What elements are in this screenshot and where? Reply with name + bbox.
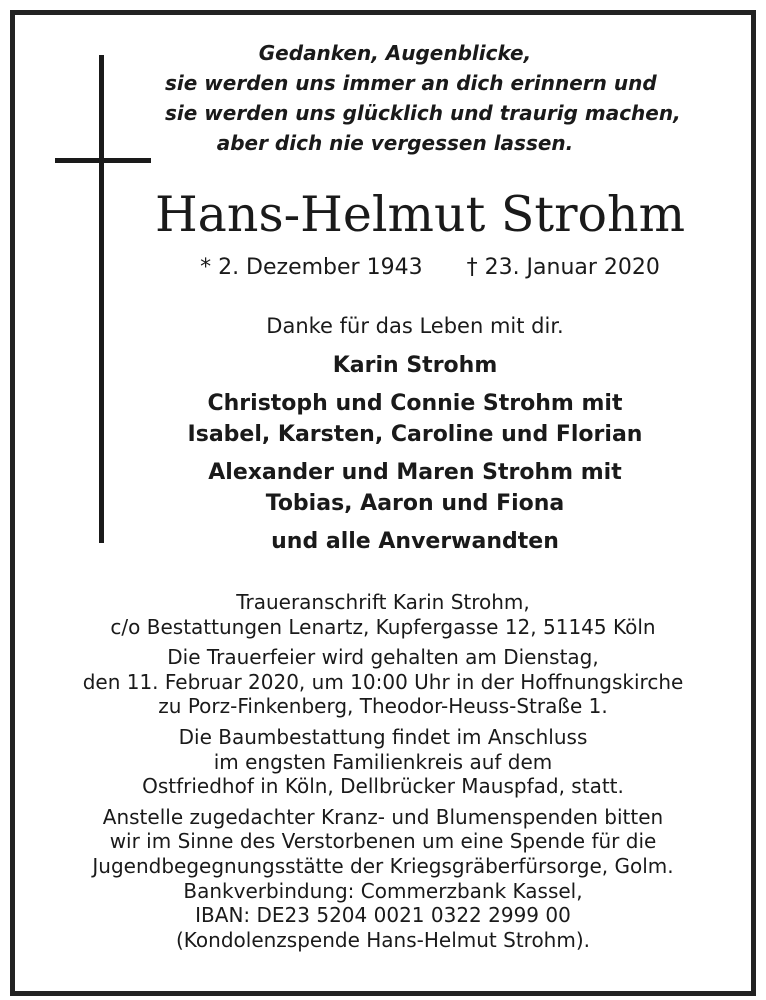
obituary-frame [10,10,756,996]
mourning-address [15,590,751,639]
mourner-group [125,457,705,519]
mourners-list [125,350,705,564]
info-line: IBAN: DE23 5204 0021 0322 2999 00 [195,903,571,928]
info-line: den 11. Februar 2020, um 10:00 Uhr in der Hoffnungskirche [82,669,684,694]
donation-details [15,805,751,953]
burial-details [15,725,751,799]
funeral-info [15,590,751,958]
birth-date: * 2. Dezember 1943 [200,255,423,280]
info-line: Traueranschrift Karin Strohm, [236,590,530,614]
service-details [15,645,751,719]
mourner-line: Tobias, Aaron und Fiona [265,491,565,516]
info-line: Jugendbegegnungsstätte der Kriegsgräberfürsorge, Golm. [92,853,674,878]
poem-line: sie werden uns glücklich und traurig machen, [165,101,681,125]
thanks-line: Danke für das Leben mit dir. [266,314,564,338]
mourner-line: und alle Anverwandten [271,529,559,554]
info-line: Die Baumbestattung findet im Anschluss [178,724,588,749]
mourner-group [125,526,705,557]
info-line: Anstelle zugedachter Kranz- und Blumenspenden bitten [102,804,664,829]
info-line: (Kondolenzspende Hans-Helmut Strohm). [176,927,590,952]
info-line: Bankverbindung: Commerzbank Kassel, [183,878,583,903]
info-line: Die Trauerfeier wird gehalten am Dienstag, [167,645,599,670]
poem-line: Gedanken, Augenblicke, [258,41,532,65]
cross-icon-bar [55,158,151,163]
info-line: c/o Bestattungen Lenartz, Kupfergasse 12, 51145 Köln [110,614,656,639]
deceased-name: Hans-Helmut Strohm [154,186,686,243]
poem [165,38,681,158]
mourner-line: Isabel, Karsten, Caroline und Florian [187,422,643,447]
life-dates [165,253,695,283]
mourner-line: Karin Strohm [332,353,498,378]
poem-line: sie werden uns immer an dich erinnern und [165,71,657,95]
mourner-group [125,350,705,381]
mourner-line: Christoph und Connie Strohm mit [207,391,623,416]
info-line: zu Porz-Finkenberg, Theodor-Heuss-Straße 1. [158,694,608,719]
info-line: Ostfriedhof in Köln, Dellbrücker Mauspfad, statt. [142,774,624,799]
cross-icon [99,55,104,543]
mourner-group [125,388,705,450]
mourner-line: Alexander und Maren Strohm mit [208,460,622,485]
poem-line: aber dich nie vergessen lassen. [216,131,574,155]
info-line: im engsten Familienkreis auf dem [213,749,553,774]
info-line: wir im Sinne des Verstorbenen um eine Spende für die [109,829,657,854]
death-date: † 23. Januar 2020 [466,255,660,280]
